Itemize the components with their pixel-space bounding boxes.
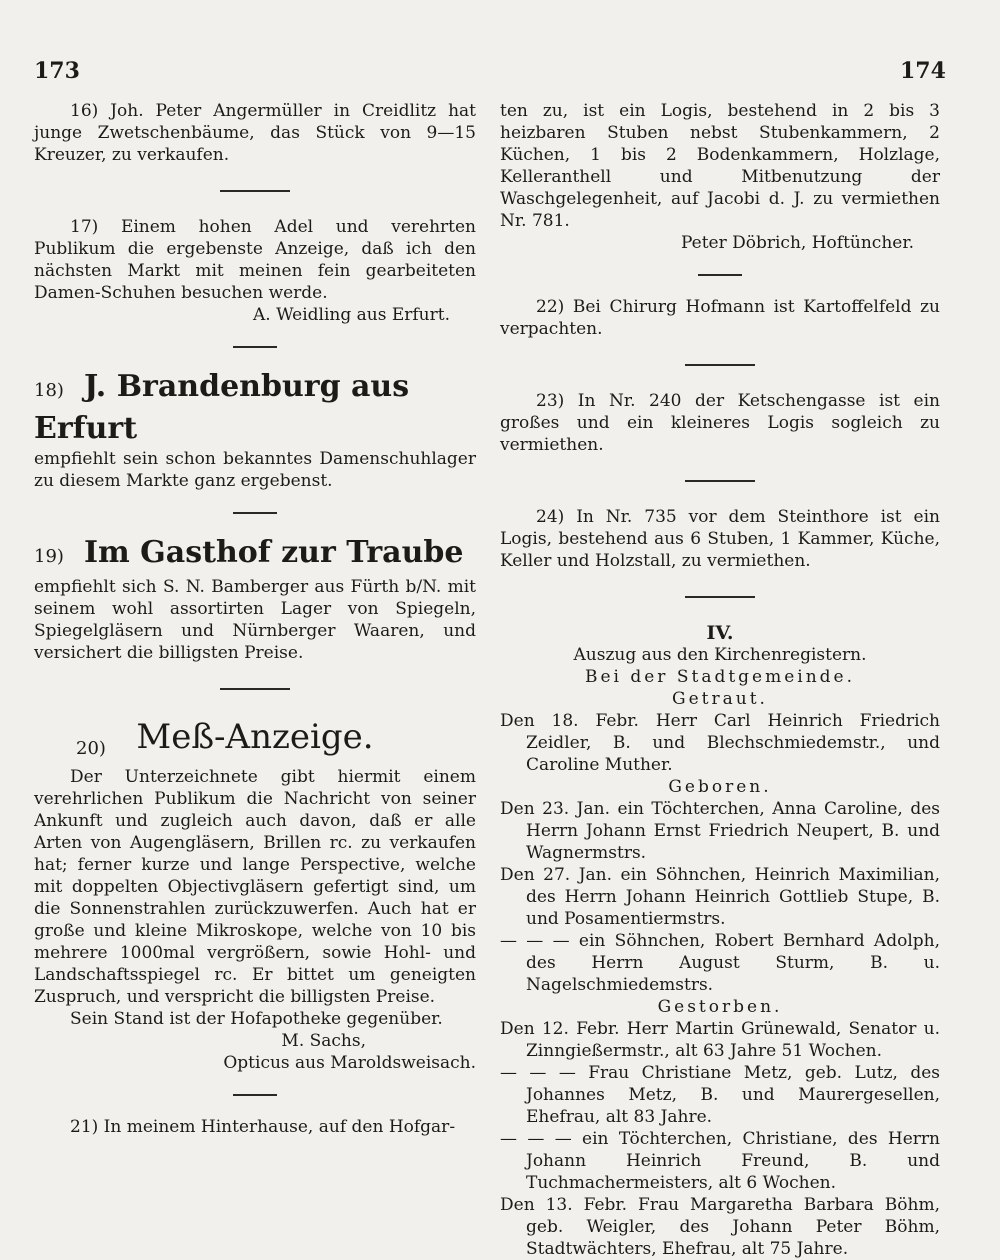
ad-22: 22) Bei Chirurg Hofmann ist Kartoffelfeld zu verpachten.: [500, 297, 940, 339]
ad-19-body: empfiehlt sich S. N. Bamberger aus Fürth b/N. mit seinem wohl assortirten Lager von Spiegeln, Spiegelgläsern und Nürnberger Waaren, und versichert die billigsten Preise.: [34, 577, 476, 663]
ad-18-body: empfiehlt sein schon bekanntes Damenschuhlager zu diesem Markte ganz ergebenst.: [34, 449, 476, 491]
page-number-left: 173: [34, 58, 80, 84]
divider: [233, 1094, 277, 1096]
getraut-list: [500, 710, 940, 776]
page-number-right: 174: [900, 58, 946, 84]
ad-18-heading: [34, 368, 476, 448]
list-item: — — — ein Töchterchen, Christiane, des Herrn Johann Heinrich Freund, B. und Tuchmachermeisters, alt 6 Wochen.: [500, 1129, 940, 1193]
right-column: [500, 100, 940, 1260]
ad-17-signature: A. Weidling aus Erfurt.: [252, 305, 450, 325]
divider: [698, 274, 742, 276]
ad-20-signature-title: Opticus aus Maroldsweisach.: [223, 1053, 476, 1073]
geboren-list: [500, 798, 940, 996]
divider: [685, 364, 755, 366]
ad-19-heading: [34, 534, 476, 576]
ad-16: 16) Joh. Peter Angermüller in Creidlitz hat junge Zwetschenbäume, das Stück von 9—15 Kreuzer, zu verkaufen.: [34, 101, 476, 165]
list-item: Den 12. Febr. Herr Martin Grünewald, Senator u. Zinngießermstr., alt 63 Jahre 51 Wochen.: [500, 1019, 940, 1061]
divider: [220, 688, 290, 690]
list-item: — — — Frau Christiane Metz, geb. Lutz, des Johannes Metz, B. und Maurergesellen, Ehefrau, alt 83 Jahre.: [500, 1063, 940, 1127]
ad-20-title: Meß-Anzeige.: [136, 717, 374, 757]
ad-23: 23) In Nr. 240 der Ketschengasse ist ein großes und ein kleineres Logis sogleich zu vermiethen.: [500, 391, 940, 455]
left-column: [34, 100, 476, 1138]
ad-21-signature: Peter Döbrich, Hoftüncher.: [680, 233, 914, 253]
list-item: Den 13. Febr. Frau Margaretha Barbara Böhm, geb. Weigler, des Johann Peter Böhm, Stadtwächters, Ehefrau, alt 75 Jahre.: [500, 1195, 940, 1259]
ad-18-title: J. Brandenburg aus Erfurt: [34, 369, 410, 446]
ad-21-start: 21) In meinem Hinterhause, auf den Hofgar-: [70, 1117, 456, 1137]
list-item: Den 23. Jan. ein Töchterchen, Anna Caroline, des Herrn Johann Ernst Friedrich Neupert, B. und Wagnermstrs.: [500, 799, 940, 863]
geboren-heading: Geboren.: [668, 777, 772, 797]
divider: [685, 480, 755, 482]
ad-19-number: 19): [34, 546, 64, 567]
ad-20-body: Der Unterzeichnete gibt hiermit einem verehrlichen Publikum die Nachricht von seiner Ankunft und zugleich auch davon, daß er alle Arten von Augengläsern, Brillen rc. zu verkaufen hat; ferner kurze und lange Perspective, welche mit doppelten Objectivgläsern gefertigt sind, um die Sonnenstrahlen zurückzuwerfen. Auch hat er große und kleine Mikroskope, welche von 10 bis mehrere 1000mal vergrößern, sowie Hohl- und Landschaftsspiegel rc. Er bittet um geneigten Zuspruch, und verspricht die billigsten Preise.: [34, 767, 476, 1007]
ad-20-stand: Sein Stand ist der Hofapotheke gegenüber.: [70, 1009, 443, 1029]
gestorben-list: [500, 1018, 940, 1260]
ad-21-continued: ten zu, ist ein Logis, bestehend in 2 bis 3 heizbaren Stuben nebst Stubenkammern, 2 Küchen, 1 bis 2 Bodenkammern, Holzlage, Kelleranthell und Mitbenutzung der Waschgelegenheit, auf Jacobi d. J. zu vermiethen Nr. 781.: [500, 101, 940, 231]
ad-17: 17) Einem hohen Adel und verehrten Publikum die ergebenste Anzeige, daß ich den nächsten Markt mit meinen fein gearbeiteten Damen-Schuhen besuchen werde.: [34, 217, 476, 303]
list-item: Den 27. Jan. ein Söhnchen, Heinrich Maximilian, des Herrn Johann Heinrich Gottlieb Stupe, B. und Posamentiermstrs.: [500, 865, 940, 929]
list-item: Den 18. Febr. Herr Carl Heinrich Friedrich Zeidler, B. und Blechschmiedemstr., und Caroline Muther.: [500, 711, 940, 775]
getraut-heading: Getraut.: [672, 689, 768, 709]
divider: [233, 512, 277, 514]
divider: [233, 346, 277, 348]
ad-20-heading: [34, 714, 476, 760]
divider: [685, 596, 755, 598]
ad-19-title: Im Gasthof zur Traube: [83, 535, 464, 570]
section-title: Auszug aus den Kirchenregistern.: [573, 645, 867, 665]
list-item: — — — ein Söhnchen, Robert Bernhard Adolph, des Herrn August Sturm, B. u. Nagelschmiedemstrs.: [500, 931, 940, 995]
divider: [220, 190, 290, 192]
section-number: IV.: [706, 622, 734, 644]
ad-20-signature-name: M. Sachs,: [281, 1031, 366, 1051]
ad-20-number: 20): [76, 738, 106, 759]
section-subtitle: Bei der Stadtgemeinde.: [584, 667, 856, 687]
gestorben-heading: Gestorben.: [657, 997, 783, 1017]
ad-18-number: 18): [34, 380, 64, 401]
ad-24: 24) In Nr. 735 vor dem Steinthore ist ein Logis, bestehend aus 6 Stuben, 1 Kammer, Küche, Keller und Holzstall, zu vermiethen.: [500, 507, 940, 571]
